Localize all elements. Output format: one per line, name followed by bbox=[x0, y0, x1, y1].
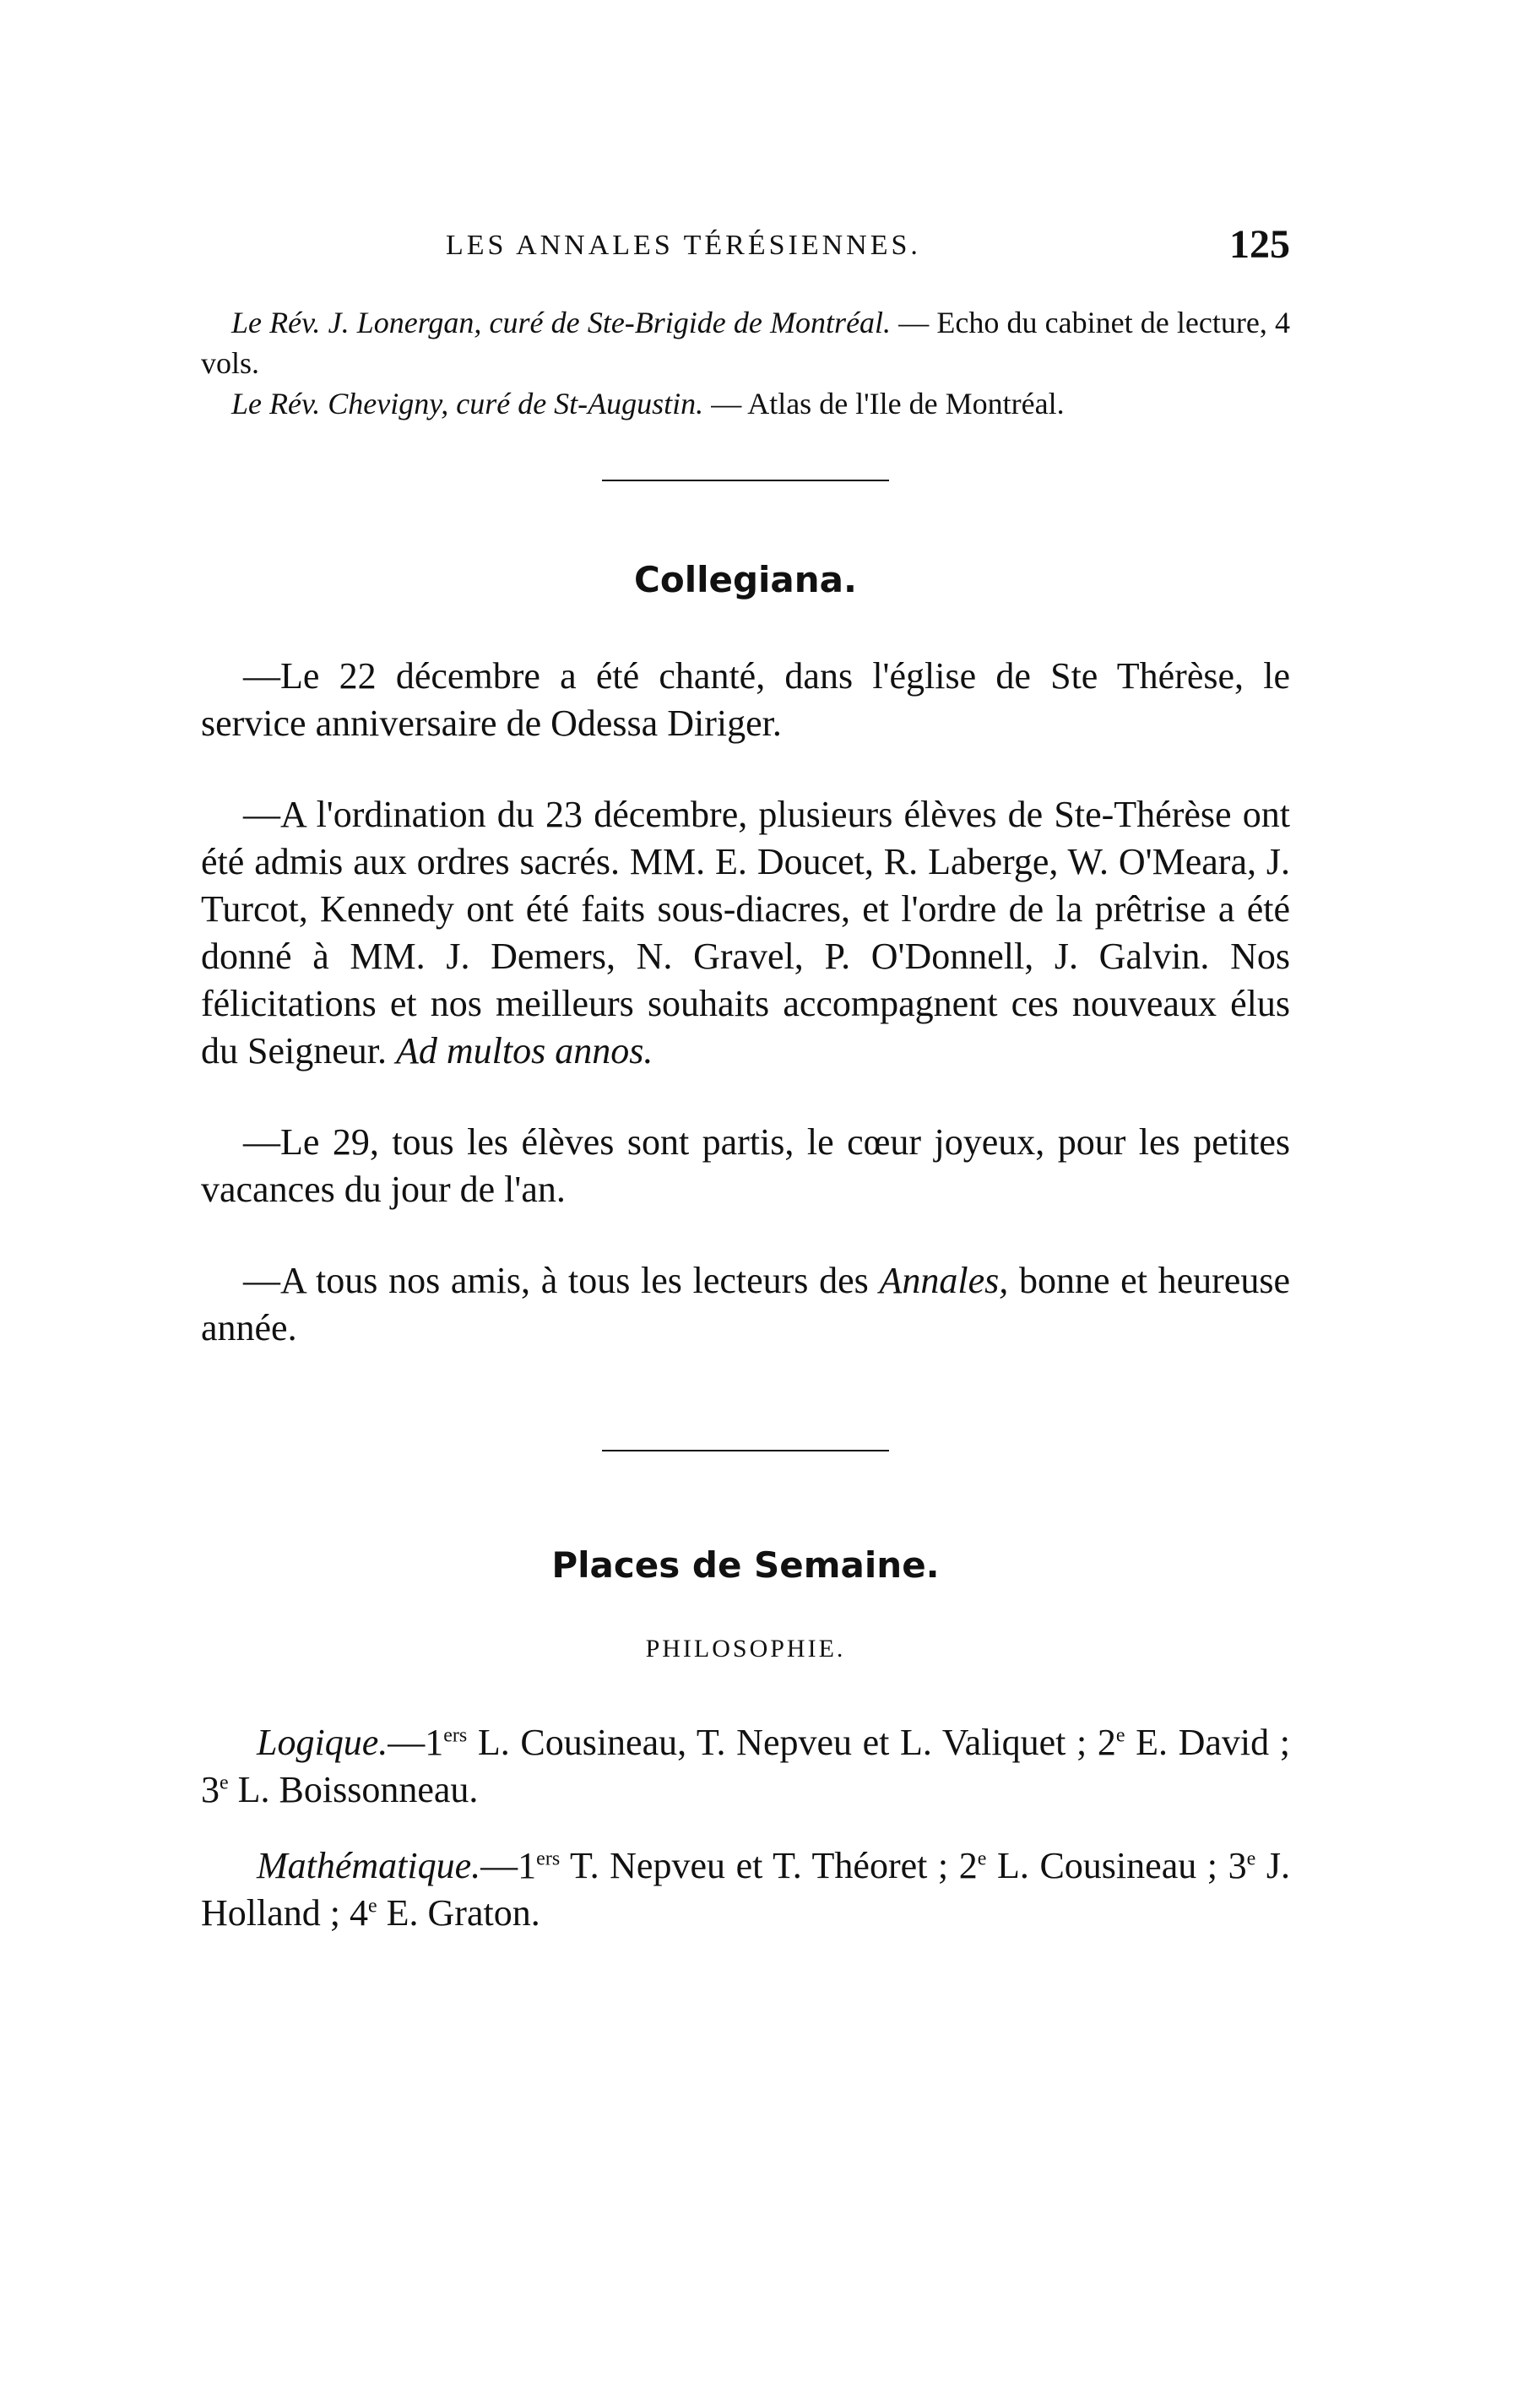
rank-text: E. Graton. bbox=[377, 1892, 540, 1934]
running-head bbox=[201, 211, 1290, 270]
ordinal-suffix: e bbox=[977, 1847, 987, 1870]
donation-gift: — Echo du cabinet de lecture, 4 vols. bbox=[201, 306, 1290, 380]
logique-ranking bbox=[201, 1719, 1290, 1814]
subject-label: Mathématique. bbox=[257, 1845, 481, 1886]
donor-name: Le Rév. J. Lonergan, curé de Ste-Brigide de Montréal. bbox=[231, 306, 892, 339]
collegiana-title: Collegiana. bbox=[634, 559, 857, 600]
places-list bbox=[201, 1719, 1290, 1937]
ordinal-suffix: ers bbox=[536, 1847, 561, 1870]
places-title: Places de Semaine. bbox=[551, 1544, 940, 1586]
greeting-text-a: —A tous nos amis, à tous les lecteurs des bbox=[243, 1260, 880, 1301]
ordinal-suffix: e bbox=[1246, 1847, 1256, 1870]
news-paragraph bbox=[201, 791, 1290, 1075]
rank-text: —1 bbox=[388, 1722, 444, 1763]
rank-text: J. Holland ; 4 bbox=[201, 1845, 1290, 1934]
greeting-text-b: bonne et heureuse année. bbox=[201, 1260, 1290, 1348]
ordinal-suffix: ers bbox=[443, 1724, 468, 1747]
donation-entry bbox=[201, 302, 1290, 383]
rank-text: L. Boissonneau. bbox=[228, 1769, 479, 1810]
news-paragraph bbox=[201, 1257, 1290, 1352]
ordination-text: —A l'ordination du 23 décembre, plusieurs élèves de Ste-Thérèse ont été admis aux ordres sacrés. MM. E. Doucet, R. Laberge, W. O'Meara, J. Turcot, Kennedy ont été faits sous-diacres, et l'ordre de la prêtrise a été donné à MM. J. Demers, N. Gravel, P. O'Donnell, J. Galvin. Nos félicitations et nos meilleurs souhaits accompagnent ces nouveaux élus du Seigneur. bbox=[201, 794, 1290, 1072]
donation-gift: — Atlas de l'Ile de Montréal. bbox=[703, 387, 1065, 420]
rank-text: E. David ; 3 bbox=[201, 1722, 1290, 1810]
donor-name: Le Rév. Chevigny, curé de St-Augustin. bbox=[231, 387, 704, 420]
ordinal-suffix: e bbox=[1115, 1724, 1125, 1747]
running-title: LES ANNALES TÉRÉSIENNES. bbox=[446, 230, 921, 261]
donation-entry bbox=[201, 383, 1290, 424]
page-number: 125 bbox=[1229, 222, 1290, 267]
philosophie-heading: PHILOSOPHIE. bbox=[645, 1635, 846, 1663]
donations-list bbox=[201, 302, 1290, 424]
rank-text: L. Cousineau, T. Nepveu et L. Valiquet ; 2 bbox=[467, 1722, 1116, 1763]
section-divider bbox=[602, 1450, 889, 1451]
collegiana-news bbox=[201, 653, 1290, 1352]
rank-text: T. Nepveu et T. Théoret ; 2 bbox=[560, 1845, 978, 1886]
ordinal-suffix: e bbox=[367, 1895, 377, 1918]
latin-phrase: Ad multos annos. bbox=[395, 1030, 653, 1072]
rank-text: —1 bbox=[480, 1845, 537, 1886]
ordinal-suffix: e bbox=[220, 1771, 229, 1794]
news-paragraph: —Le 29, tous les élèves sont partis, le cœur joyeux, pour les petites vacances du jour de l'an. bbox=[201, 1121, 1290, 1210]
rank-text: L. Cousineau ; 3 bbox=[986, 1845, 1247, 1886]
section-divider bbox=[602, 480, 889, 481]
subject-label: Logique. bbox=[257, 1722, 388, 1763]
mathematique-ranking bbox=[201, 1842, 1290, 1937]
journal-name: Annales, bbox=[879, 1260, 1009, 1301]
page bbox=[201, 211, 1290, 1966]
news-paragraph: —Le 22 décembre a été chanté, dans l'église de Ste Thérèse, le service anniversaire de Odessa Diriger. bbox=[201, 655, 1290, 744]
